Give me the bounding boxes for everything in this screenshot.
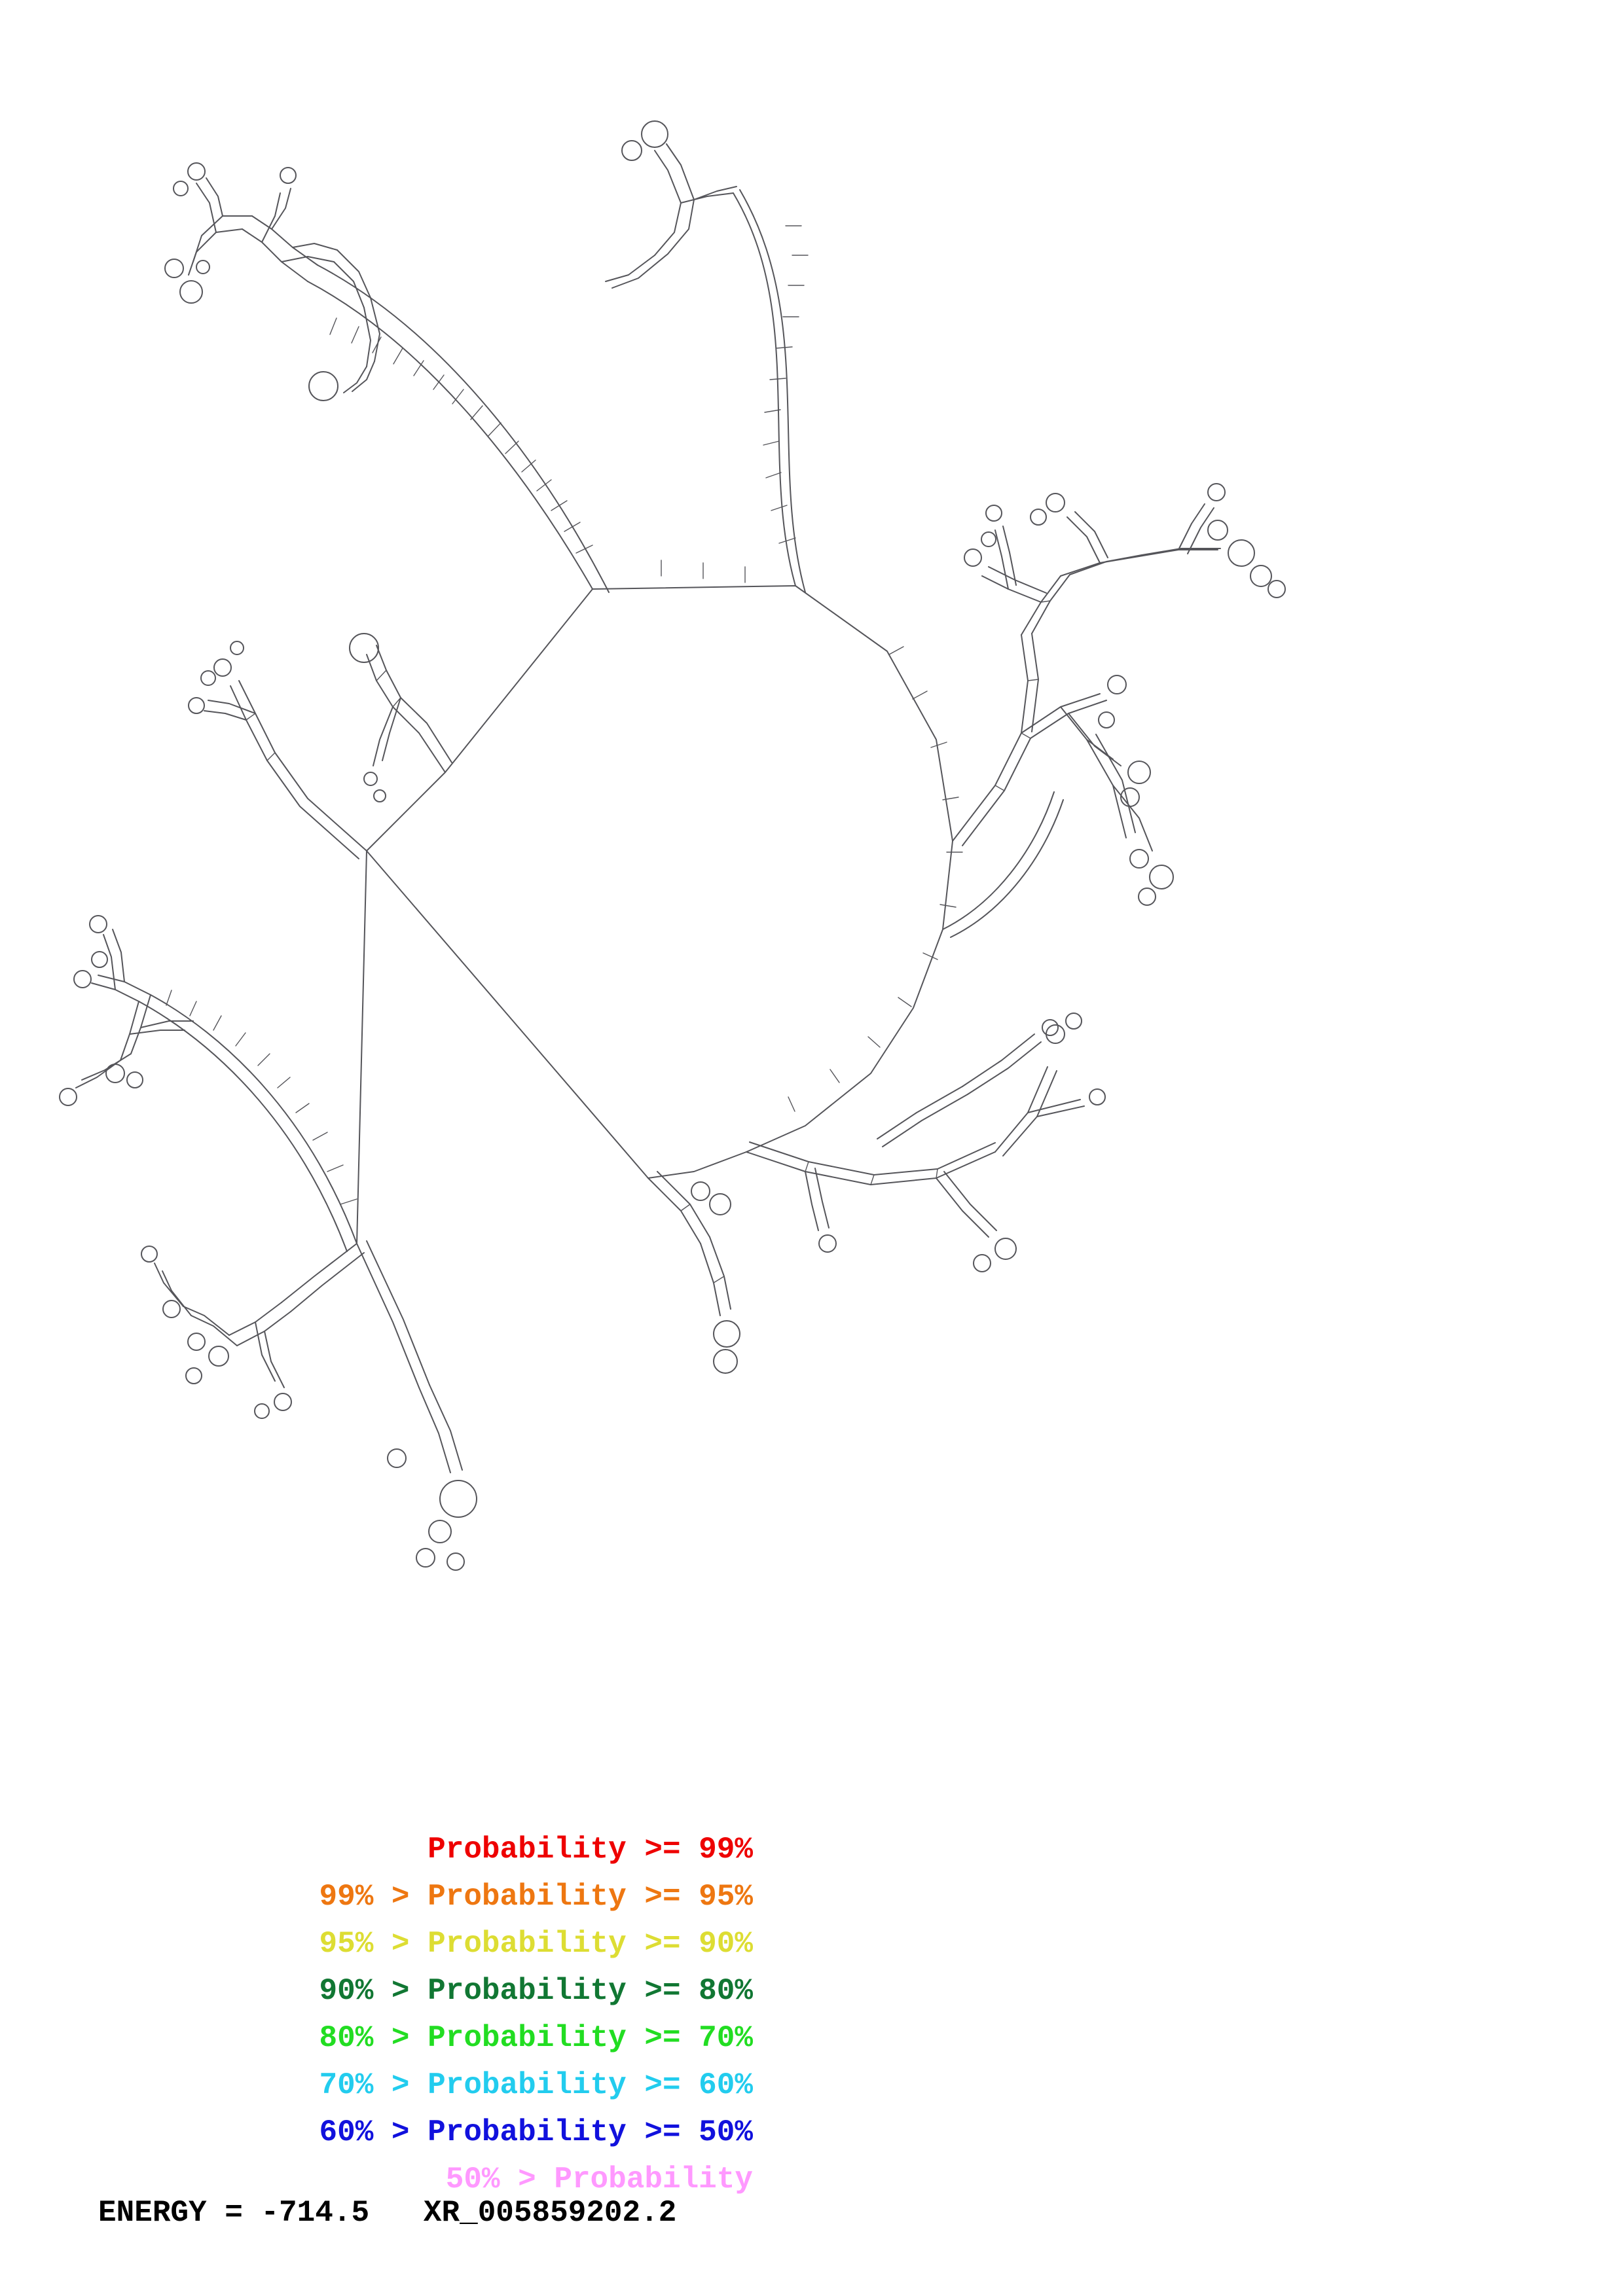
legend-row-0: Probability >= 99% — [428, 1833, 753, 1867]
legend-row-6: 60% > Probability >= 50% — [319, 2115, 753, 2149]
probability-legend — [98, 1826, 884, 2203]
legend-row-7: 50% > Probability — [445, 2162, 753, 2197]
legend-row-3: 90% > Probability >= 80% — [319, 1974, 753, 2008]
legend-row-2: 95% > Probability >= 90% — [319, 1927, 753, 1961]
legend-row-5: 70% > Probability >= 60% — [319, 2068, 753, 2102]
legend-row-1: 99% > Probability >= 95% — [319, 1880, 753, 1914]
legend-row-4: 80% > Probability >= 70% — [319, 2021, 753, 2055]
energy-label: ENERGY = -714.5 XR_005859202.2 — [98, 2196, 677, 2230]
